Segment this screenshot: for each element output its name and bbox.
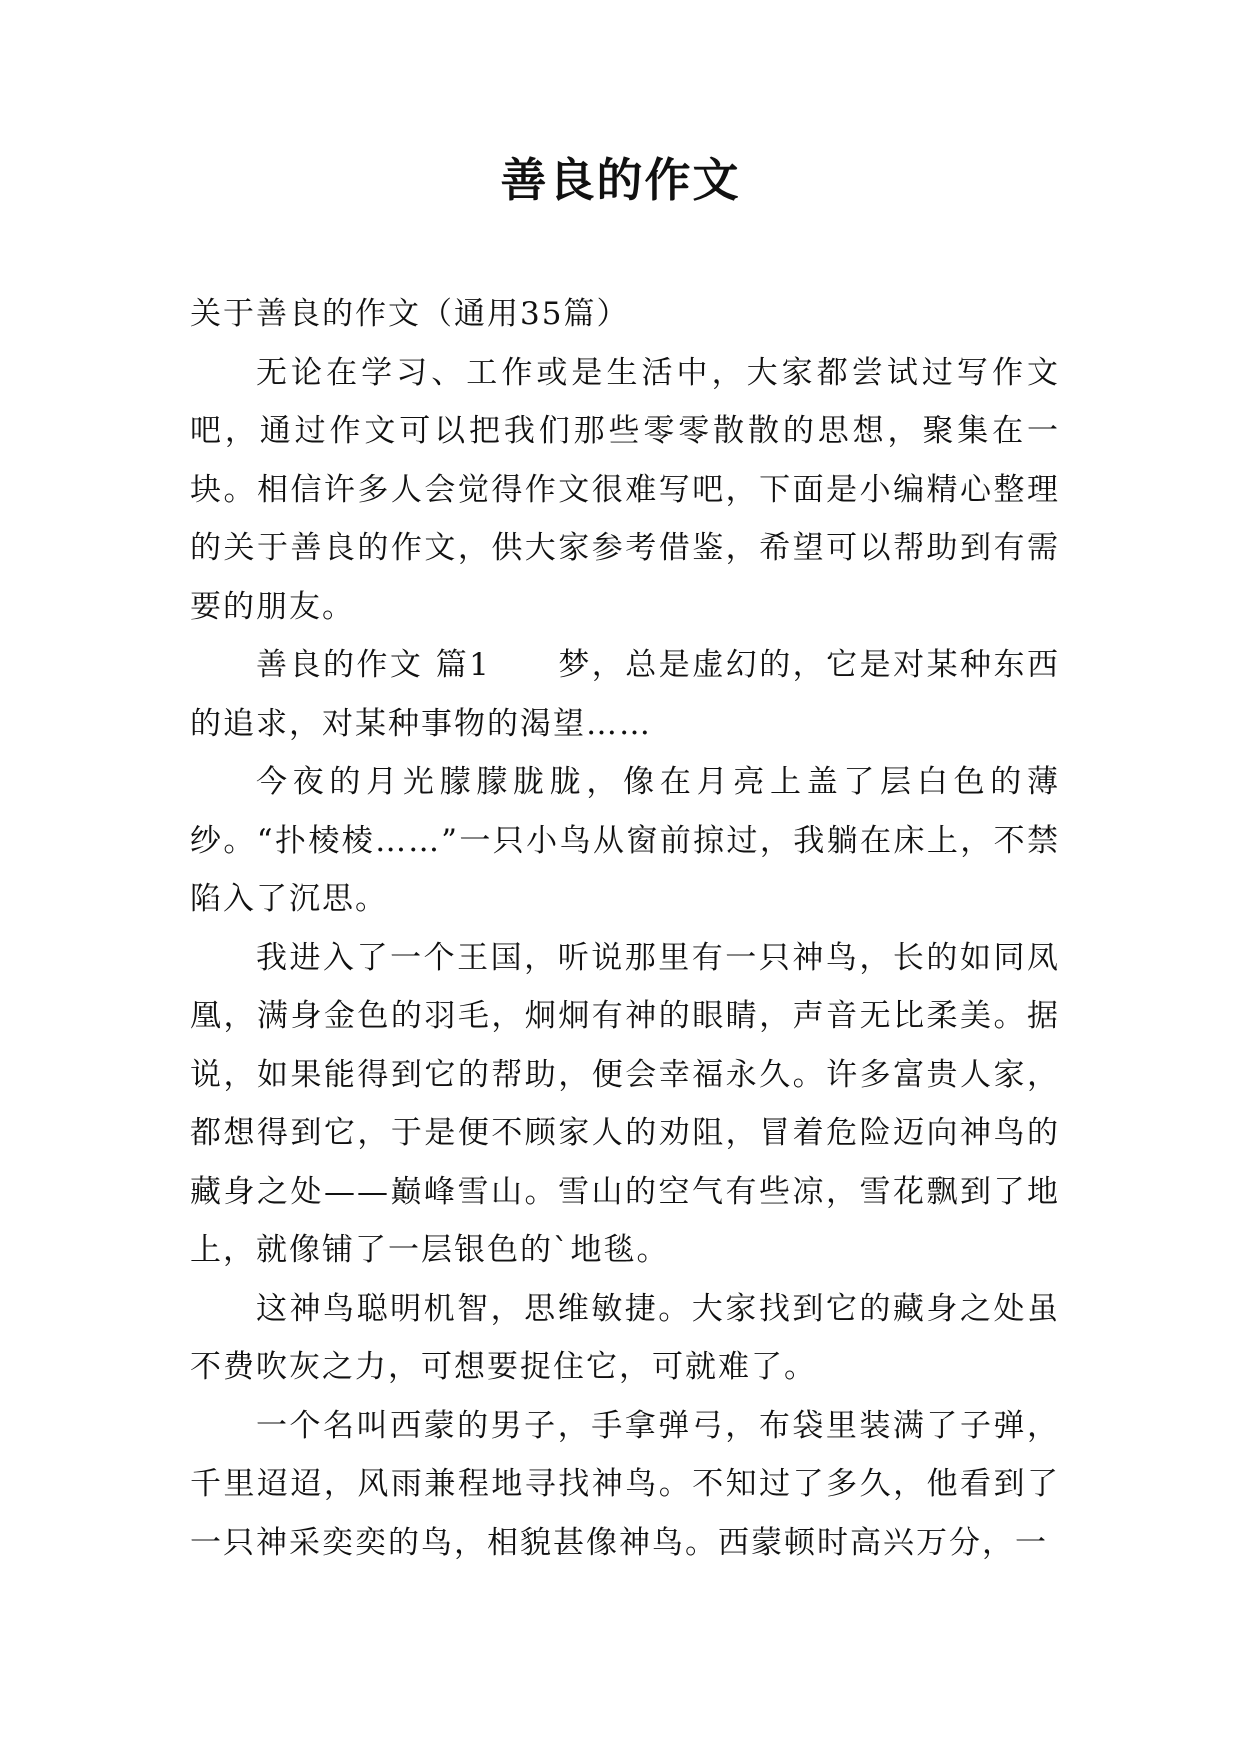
essay-paragraph: 一个名叫西蒙的男子，手拿弹弓，布袋里装满了子弹，千里迢迢，风雨兼程地寻找神鸟。不知过了多久，他看到了一只神采奕奕的鸟，相貌甚像神鸟。西蒙顿时高兴万分，一	[190, 1407, 1060, 1561]
essay-1-heading-paragraph: 善良的作文 篇1 梦，总是虚幻的，它是对某种东西的追求，对某种事物的渴望……	[190, 647, 1060, 742]
document-title: 善良的作文	[500, 153, 741, 207]
essay-paragraph: 今夜的月光朦朦胧胧，像在月亮上盖了层白色的薄纱。“扑棱棱……”一只小鸟从窗前掠过，我躺在床上，不禁陷入了沉思。	[190, 764, 1060, 917]
essay-paragraph: 这神鸟聪明机智，思维敏捷。大家找到它的藏身之处虽不费吹灰之力，可想要捉住它，可就难了。	[190, 1290, 1060, 1385]
essay-paragraph: 我进入了一个王国，听说那里有一只神鸟，长的如同凤凰，满身金色的羽毛，炯炯有神的眼睛，声音无比柔美。据说，如果能得到它的帮助，便会幸福永久。许多富贵人家，都想得到它，于是便不顾家人的劝阻，冒着危险迈向神鸟的藏身之处——巅峰雪山。雪山的空气有些凉，雪花飘到了地上，就像铺了一层银色的`地毯。	[190, 939, 1060, 1268]
subtitle-paragraph: 关于善良的作文（通用35篇）	[190, 296, 630, 332]
intro-paragraph: 无论在学习、工作或是生活中，大家都尝试过写作文吧，通过作文可以把我们那些零零散散的思想，聚集在一块。相信许多人会觉得作文很难写吧，下面是小编精心整理的关于善良的作文，供大家参考借鉴，希望可以帮助到有需要的朋友。	[190, 354, 1060, 625]
document-body	[190, 285, 1060, 1572]
